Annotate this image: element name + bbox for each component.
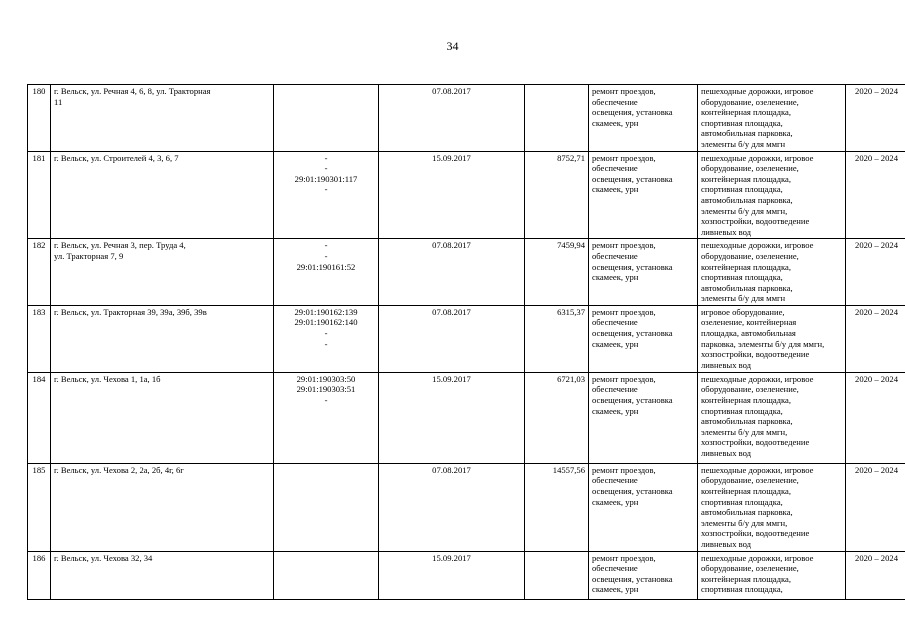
cadastral-cell-line: - [324, 240, 328, 251]
date-cell: 15.09.2017 [379, 151, 525, 239]
elements-cell-line: хозпостройки, водоотведение [701, 437, 810, 448]
cadastral-cell-line: - [324, 184, 328, 195]
elements-cell-line: оборудование, озеленение, [701, 475, 799, 486]
elements-cell-line: спортивная площадка, [701, 272, 783, 283]
works-cell-line: обеспечение [592, 475, 638, 486]
works-cell-line: ремонт проездов, [592, 306, 656, 317]
term-cell: 2020 – 2024 [846, 463, 905, 551]
works-cell-line: обеспечение [592, 563, 638, 574]
area-cell [525, 551, 589, 599]
cadastral-cell-line: - [324, 328, 328, 339]
address-cell-line: г. Вельск, ул. Тракторная 39, 39а, 39б, 39в [54, 306, 207, 317]
works-cell-line: освещения, установка [592, 107, 673, 118]
address-cell [51, 372, 274, 463]
address-cell [51, 151, 274, 239]
elements-cell-line: хозпостройки, водоотведение [701, 528, 810, 539]
works-cell-line: ремонт проездов, [592, 240, 656, 251]
elements-cell-line: элементы б/у для ммгн, [701, 205, 788, 216]
elements-cell-line: элементы б/у для ммгн [701, 293, 786, 304]
date-cell: 07.08.2017 [379, 463, 525, 551]
elements-cell-line: озеленение, контейнерная [701, 317, 797, 328]
cadastral-cell-line: - [324, 163, 328, 174]
table-row [28, 551, 905, 599]
cadastral-cell [274, 239, 379, 306]
works-cell-line: скамеек, урн [592, 272, 639, 283]
elements-cell-line: спортивная площадка, [701, 496, 783, 507]
cadastral-cell-line: - [324, 395, 328, 406]
table-row [28, 239, 905, 306]
works-cell [589, 372, 698, 463]
elements-cell [698, 239, 846, 306]
cadastral-cell [274, 463, 379, 551]
elements-cell-line: ливневых вод [701, 448, 752, 459]
elements-cell-line: оборудование, озеленение, [701, 163, 799, 174]
elements-cell-line: хозпостройки, водоотведение [701, 216, 810, 227]
elements-cell-line: пешеходные дорожки, игровое [701, 464, 814, 475]
date-cell: 07.08.2017 [379, 239, 525, 306]
works-cell-line: ремонт проездов, [592, 86, 656, 96]
elements-cell-line: пешеходные дорожки, игровое [701, 86, 814, 96]
cadastral-cell-line: 29:01:190301:117 [294, 173, 358, 184]
works-cell-line: скамеек, урн [592, 184, 639, 195]
elements-cell-line: автомобильная парковка, [701, 507, 793, 518]
works-cell-line: освещения, установка [592, 173, 673, 184]
elements-cell-line: спортивная площадка, [701, 584, 783, 595]
row-number: 186 [28, 551, 51, 599]
works-cell-line: скамеек, урн [592, 117, 639, 128]
table-row [28, 85, 905, 152]
cadastral-cell [274, 151, 379, 239]
elements-cell-line: игровое оборудование, [701, 306, 785, 317]
elements-cell [698, 551, 846, 599]
area-cell [525, 85, 589, 152]
address-cell [51, 239, 274, 306]
works-cell [589, 463, 698, 551]
elements-cell [698, 463, 846, 551]
address-cell-line: г. Вельск, ул. Речная 3, пер. Труда 4, [54, 240, 186, 251]
area-cell: 14557,56 [525, 463, 589, 551]
elements-cell-line: контейнерная площадка, [701, 486, 792, 497]
elements-cell-line: спортивная площадка, [701, 117, 783, 128]
elements-cell-line: ливневых вод [701, 359, 752, 370]
registry-table [27, 84, 905, 600]
address-cell-line: г. Вельск, ул. Чехова 1, 1а, 1б [54, 373, 161, 384]
works-cell-line: освещения, установка [592, 573, 673, 584]
works-cell [589, 85, 698, 152]
elements-cell-line: спортивная площадка, [701, 405, 783, 416]
date-cell: 15.09.2017 [379, 372, 525, 463]
address-cell [51, 463, 274, 551]
works-cell-line: освещения, установка [592, 328, 673, 339]
works-cell-line: ремонт проездов, [592, 152, 656, 163]
works-cell-line: скамеек, урн [592, 338, 639, 349]
cadastral-cell [274, 85, 379, 152]
elements-cell-line: пешеходные дорожки, игровое [701, 552, 814, 563]
elements-cell-line: элементы б/у для ммгн, [701, 517, 788, 528]
term-cell: 2020 – 2024 [846, 85, 905, 152]
date-cell: 07.08.2017 [379, 305, 525, 372]
elements-cell-line: автомобильная парковка, [701, 194, 793, 205]
page-number: 34 [446, 39, 459, 53]
address-cell [51, 551, 274, 599]
elements-cell-line: контейнерная площадка, [701, 261, 792, 272]
cadastral-cell-line: 29:01:190303:51 [296, 384, 356, 395]
address-cell-line: г. Вельск, ул. Речная 4, 6, 8, ул. Тракторная [54, 86, 211, 96]
works-cell [589, 305, 698, 372]
works-cell-line: скамеек, урн [592, 405, 639, 416]
works-cell-line: освещения, установка [592, 486, 673, 497]
cadastral-cell [274, 551, 379, 599]
address-cell-line: ул. Тракторная 7, 9 [54, 250, 124, 261]
elements-cell-line: ливневых вод [701, 539, 752, 550]
elements-cell-line: элементы б/у для ммгн, [701, 426, 788, 437]
address-cell [51, 85, 274, 152]
address-cell [51, 305, 274, 372]
works-cell-line: ремонт проездов, [592, 552, 656, 563]
works-cell-line: ремонт проездов, [592, 464, 656, 475]
date-cell: 15.09.2017 [379, 551, 525, 599]
row-number: 182 [28, 239, 51, 306]
elements-cell-line: пешеходные дорожки, игровое [701, 240, 814, 251]
table-row [28, 305, 905, 372]
elements-cell-line: спортивная площадка, [701, 184, 783, 195]
table-row [28, 151, 905, 239]
cadastral-cell-line: 29:01:190162:140 [294, 317, 358, 328]
row-number: 180 [28, 85, 51, 152]
elements-cell-line: автомобильная парковка, [701, 416, 793, 427]
cadastral-cell-line: 29:01:190303:50 [296, 373, 356, 384]
area-cell: 7459,94 [525, 239, 589, 306]
elements-cell-line: контейнерная площадка, [701, 573, 792, 584]
term-cell: 2020 – 2024 [846, 372, 905, 463]
cadastral-cell-line: 29:01:190162:139 [294, 306, 358, 317]
elements-cell-line: автомобильная парковка, [701, 282, 793, 293]
row-number: 183 [28, 305, 51, 372]
elements-cell-line: оборудование, озеленение, [701, 384, 799, 395]
elements-cell-line: контейнерная площадка, [701, 107, 792, 118]
cadastral-cell [274, 372, 379, 463]
elements-cell-line: контейнерная площадка, [701, 395, 792, 406]
works-cell [589, 551, 698, 599]
cadastral-cell-line: - [324, 250, 328, 261]
elements-cell-line: элементы б/у для ммгн [701, 138, 786, 149]
area-cell: 6315,37 [525, 305, 589, 372]
address-cell-line: г. Вельск, ул. Чехова 2, 2а, 2б, 4г, 6г [54, 464, 184, 475]
works-cell-line: обеспечение [592, 163, 638, 174]
cadastral-cell-line: - [324, 338, 328, 349]
elements-cell [698, 85, 846, 152]
works-cell-line: обеспечение [592, 250, 638, 261]
row-number: 181 [28, 151, 51, 239]
term-cell: 2020 – 2024 [846, 551, 905, 599]
elements-cell-line: оборудование, озеленение, [701, 96, 799, 107]
elements-cell-line: хозпостройки, водоотведение [701, 349, 810, 360]
address-cell-line: г. Вельск, ул. Строителей 4, 3, 6, 7 [54, 152, 179, 163]
elements-cell [698, 372, 846, 463]
cadastral-cell-line: 29:01:190161:52 [296, 261, 356, 272]
elements-cell [698, 151, 846, 239]
elements-cell-line: пешеходные дорожки, игровое [701, 373, 814, 384]
works-cell [589, 239, 698, 306]
elements-cell-line: площадка, автомобильная [701, 328, 796, 339]
works-cell-line: ремонт проездов, [592, 373, 656, 384]
works-cell-line: освещения, установка [592, 261, 673, 272]
works-cell-line: скамеек, урн [592, 584, 639, 595]
cadastral-cell-line: - [324, 152, 328, 163]
elements-cell-line: ливневых вод [701, 226, 752, 237]
area-cell: 8752,71 [525, 151, 589, 239]
address-cell-line: г. Вельск, ул. Чехова 32, 34 [54, 552, 153, 563]
term-cell: 2020 – 2024 [846, 239, 905, 306]
works-cell-line: обеспечение [592, 317, 638, 328]
cadastral-cell [274, 305, 379, 372]
works-cell-line: освещения, установка [592, 395, 673, 406]
works-cell-line: скамеек, урн [592, 496, 639, 507]
works-cell-line: обеспечение [592, 96, 638, 107]
row-number: 185 [28, 463, 51, 551]
table-row [28, 372, 905, 463]
works-cell [589, 151, 698, 239]
address-cell-line: 11 [54, 96, 63, 107]
elements-cell-line: автомобильная парковка, [701, 128, 793, 139]
elements-cell-line: пешеходные дорожки, игровое [701, 152, 814, 163]
elements-cell-line: парковка, элементы б/у для ммгн, [701, 338, 825, 349]
term-cell: 2020 – 2024 [846, 305, 905, 372]
works-cell-line: обеспечение [592, 384, 638, 395]
date-cell: 07.08.2017 [379, 85, 525, 152]
elements-cell [698, 305, 846, 372]
area-cell: 6721,03 [525, 372, 589, 463]
registry-table-body [28, 85, 905, 600]
term-cell: 2020 – 2024 [846, 151, 905, 239]
elements-cell-line: контейнерная площадка, [701, 173, 792, 184]
row-number: 184 [28, 372, 51, 463]
elements-cell-line: оборудование, озеленение, [701, 250, 799, 261]
table-row [28, 463, 905, 551]
elements-cell-line: оборудование, озеленение, [701, 563, 799, 574]
